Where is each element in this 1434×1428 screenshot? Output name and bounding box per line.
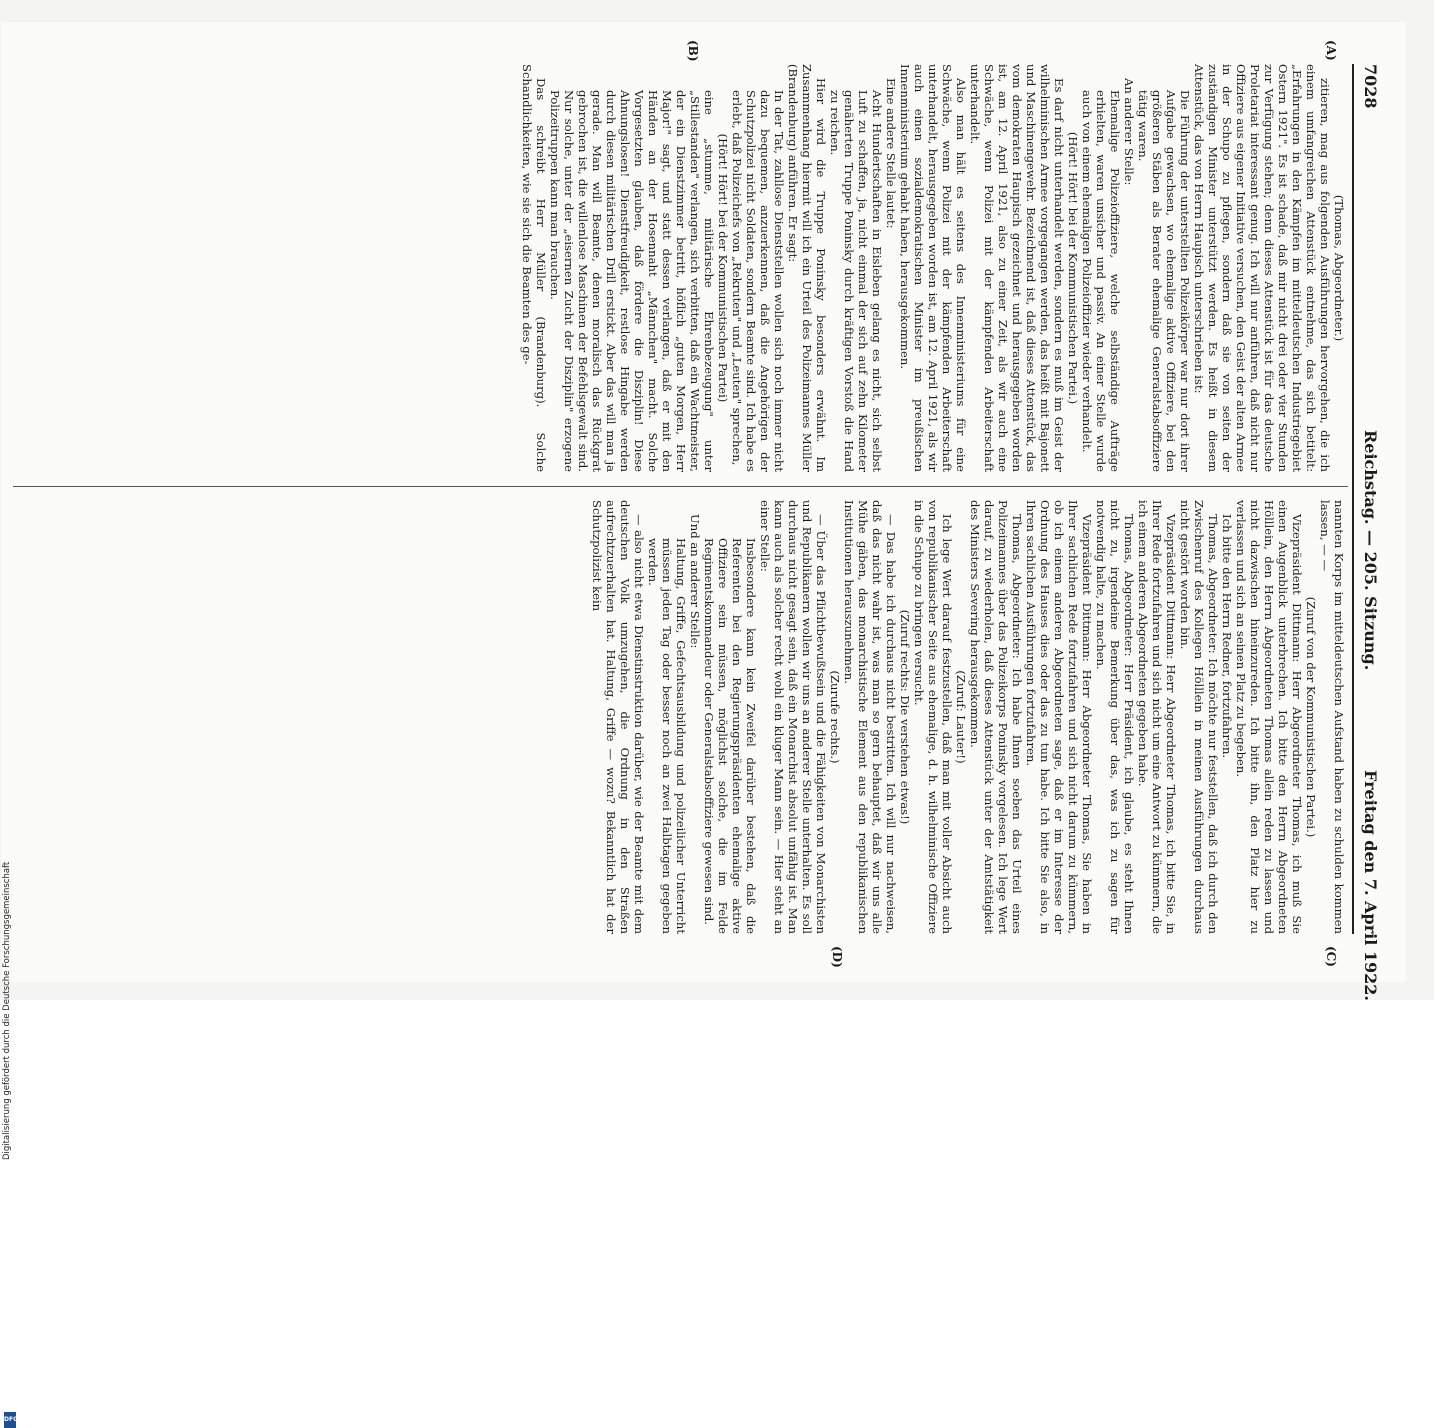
paragraph: nannten Korps im mitteldeutschen Aufstand haben zu schulden kommen lassen, — — (1318, 500, 1346, 934)
quotation: Die Führung der unterstellten Polizeikörper war nur dort ihrer Aufgabe gewachsen, wo ehemalige aktive Offiziere, bei den größeren Stäben als Berater ehemalige Generalstabsoffiziere tätig waren. (1136, 90, 1192, 472)
paragraph: Eine andere Stelle lautet: (884, 78, 898, 229)
left-column (520, 64, 1346, 472)
margin-mark-d: (D) (830, 946, 844, 968)
margin-mark-a: (A) (1324, 40, 1338, 61)
paragraph: Thomas, Abgeordneter: Ich möchte nur feststellen, daß ich durch den Zwischenruf des Kollegen Hölllein in meinen Ausführungen durchaus nicht gestört worden bin. (1178, 500, 1220, 934)
page-number: 7028 (1361, 64, 1380, 109)
paragraph: Vizepräsident Dittmann: Herr Abgeordneter Thomas, ich muß Sie einen Augenblick unterbrechen. Ich bitte den Herrn Abgeordneten Hölllein, den Herrn Abgeordneten Thomas allein reden zu lassen und nicht dazwischen hineinzureden. Ich bitte ihn, den Platz hier zu verlassen und sich an seinen Platz zu begeben. (1234, 500, 1304, 934)
interjection: (Zuruf: Lauter!) (954, 670, 968, 764)
paragraph: Also man hält es seitens des Innenministeriums für eine Schwäche, wenn Polizei mit der kämpfenden Arbeiterschaft unterhandelt, herausgegeben worden ist, am 12. April 1921, als wir auch einen sozialdemokratischen Minister im preußischen Innenministerium gehabt haben, herausgekommen. (898, 64, 968, 472)
paragraph: Und an anderer Stelle: (688, 514, 702, 649)
paragraph: zitieren, mag aus folgenden Ausführungen hervorgehen, die ich einem umfangreichen Attenstück entnehme, das sich betitelt: „Erfahrungen in den Kämpfen im mitteldeutschen Industriegebiet Ostern 1921". Es ist schade, daß mir nicht drei oder vier Stunden zur Verfügung stehen; denn dieses Attenstück ist für das deutsche Proletariat interessant genug. Ich will nur anführen, daß nicht nur Offiziere aus eigener Initiative versuchen, den Geist der alten Armee in der Schupo zu pflegen, sondern daß sie von seiten der zuständigen Minister unterstützt werden. Es heißt in diesem Attenstück, das von Herrn Haupisch unterschrieben ist: (1192, 64, 1332, 472)
quotation: Insbesondere kann kein Zweifel darüber bestehen, daß die Referenten bei den Regierungspräsidenten ehemalige aktive Offiziere sein müssen, möglichst solche, die im Felde Regimentskommandeur oder Generalstabsoffiziere gewesen sind. (702, 538, 758, 934)
paragraph: An anderer Stelle: (1122, 78, 1136, 186)
paragraph: Es darf nicht unterhandelt werden, sondern es muß im Geist der wilhelminischen Armee vorgegangen werden, das heißt mit Bajonett und Maschinengewehr. Bezeichnend ist, daß dieses Attenstück, das vom demokraten Haupisch gezeichnet und herausgegeben worden ist, am 12. April 1921, also zu einer Zeit, als wir auch eine Schwäche, wenn Polizei mit der kämpfenden Arbeiterschaft unterhandelt. (968, 64, 1066, 472)
right-column (590, 500, 1346, 934)
paragraph: — also nicht etwa Dienstinstruktion darüber, wie der Beamte mit dem deutschen Volk umzugehen, die Ordnung in den Straßen aufrechtzuerhalten hat. Haltung, Griffe — wozu? Bekanntlich hat der Schutzpolizist kein (590, 500, 646, 934)
quotation: Acht Hundertschaften in Eisleben gelang es nicht, sich selbst Luft zu schaffen, ja, nicht einmal der sich auf zehn Kilometer genäherten Truppe Poninsky durch kräftigen Vorstoß die Hand zu reichen. (828, 90, 884, 472)
quotation: eine „stumme, militärische Ehrenbezeugung" unter „Stillestanden" verlangen, sich verbitten, daß ein Wachtmeister, der ein Dienstzimmer betritt, höflich „guten Morgen, Herr Major!" sagt, und statt dessen verlangen, daß er mit den Händen an der Hosennaht „Männchen" macht. Solche Vorgesetzten glauben, daß fördere die Disziplin! Diese Ahnungslosen! Dienstfreudigkeit, restlose Hingabe werden durch diesen militärischen Drill erstickt. Aber das will man ja gerade. Man will Beamte, denen moralisch das Rückgrat gebrochen ist, die willenlose Maschinen der Befehlsgewalt sind. Nur solche, unter der „eisernen Zucht der Disziplin" erzogene Polizeitruppen kann man brauchen. (548, 90, 716, 472)
interjection: (Zurufe rechts.) (828, 670, 842, 764)
digitization-credit: Digitalisierung gefördert durch die Deutsche Forschungsgemeinschaft (2, 861, 12, 1160)
paragraph: Vizepräsident Dittmann: Herr Abgeordneter Thomas, ich bitte Sie, in Ihrer Rede fortzufahren und sich nicht um eine Antwort zu kümmern, die ich einem anderen Abgeordneten gegeben habe. (1136, 500, 1178, 934)
header-rule (1352, 64, 1354, 934)
interjection: (Zuruf rechts: Die verstehen etwas!) (898, 609, 912, 825)
paragraph: Thomas, Abgeordneter: Ich habe Ihnen soeben das Urteil eines Polizeimannes über das Polizeikorps Poninsky vorgelesen. Ich lege Wert darauf, zu wiederholen, daß dieses Attenstück unter der Amtstätigkeit des Ministers Severing herausgekommen. (968, 500, 1024, 934)
paragraph: — Das habe ich durchaus nicht bestritten. Ich will nur nachweisen, daß das nicht wahr ist, was man so gern behauptet, daß wir uns alle Mühe gäben, das monarchistische Element aus den republikanischen Institutionen herauszunehmen. (842, 500, 898, 934)
paragraph: Hier wird die Truppe Poninsky besonders erwähnt. Im Zusammenhang hiermit will ich ein Urteil des Polizeimannes Müller (Brandenburg) anführen. Er sagt: (786, 64, 828, 472)
paragraph: Ich lege Wert darauf festzustellen, daß man mit voller Absicht auch von republikanischer Seite aus ehemalige, d. h. wilhelminische Offiziere in die Schupo zu bringen versucht. (912, 500, 954, 934)
interjection: (Zuruf von der Kommunistischen Partei.) (1304, 596, 1318, 838)
margin-mark-c: (C) (1324, 946, 1338, 967)
paragraph: Thomas, Abgeordneter: Herr Präsident, ich glaube, es steht Ihnen nicht zu, irgendeine Bemerkung über das, was ich zu sagen für notwendig halte, zu machen. (1094, 500, 1136, 934)
quotation: In der Tat, zahllose Dienststellen wollen sich noch immer nicht dazu bequemen, anzuerkennen, daß die Angehörigen der Schutzpolizei nicht Soldaten, sondern Beamte sind. Ich habe es erlebt, daß Polizeichefs von „Rekruten" und „Leuten" sprechen, (730, 90, 786, 472)
interjection: (Hört! Hört! bei der Kommunistischen Partei) (716, 133, 730, 403)
paragraph: Ich bitte den Herrn Redner, fortzufahren. (1220, 514, 1234, 759)
dfg-logo: DFG (4, 1412, 16, 1428)
running-header: Reichstag. — 205. Sitzung. (1361, 430, 1380, 671)
interjection: (Hört! Hört! bei der Kommunistischen Partei.) (1066, 131, 1080, 405)
paragraph: Das schreibt Herr Müller (Brandenburg). Solche Schandlichkeiten, wie sie sich die Beamten des ge- (520, 64, 548, 472)
speaker-label: (Thomas, Abgeordneter.) (1332, 194, 1346, 342)
paragraph: Vizepräsident Dittmann: Herr Abgeordneter Thomas, Sie haben in Ihrer sachlichen Rede fortzufahren und sich nicht darum zu kümmern, ob ich einem anderen Abgeordneten sage, daß er im Interesse der Ordnung des Hauses dies oder das zu tun habe. Ich bitte Sie also, in Ihren sachlichen Ausführungen fortzufahren. (1024, 500, 1094, 934)
paragraph: — Über das Pflichtbewußtsein und die Fähigkeiten von Monarchisten und Republikanern wollen wir uns an anderer Stelle unterhalten. Es soll durchaus nicht gesagt sein, daß ein Monarchist absolut unfähig ist. Man kann auch als solcher recht wohl ein kluger Mann sein. — Hier steht an einer Stelle: (758, 500, 828, 934)
header-date: Freitag den 7. April 1922. (1361, 770, 1380, 1001)
quotation: Haltung, Griffe, Gefechtsausbildung und polizeilicher Unterricht müssen jeden Tag oder besser noch an zwei Halbtagen gegeben werden. (646, 538, 688, 934)
column-divider (13, 486, 1348, 487)
margin-mark-b: (B) (686, 40, 700, 62)
quotation: Ehemalige Polizeioffiziere, welche selbständige Aufträge erhielten, waren unsicher und passiv. An einer Stelle wurde auch von einem ehemaligen Polizeioffizier wieder verhandelt. (1080, 90, 1122, 472)
